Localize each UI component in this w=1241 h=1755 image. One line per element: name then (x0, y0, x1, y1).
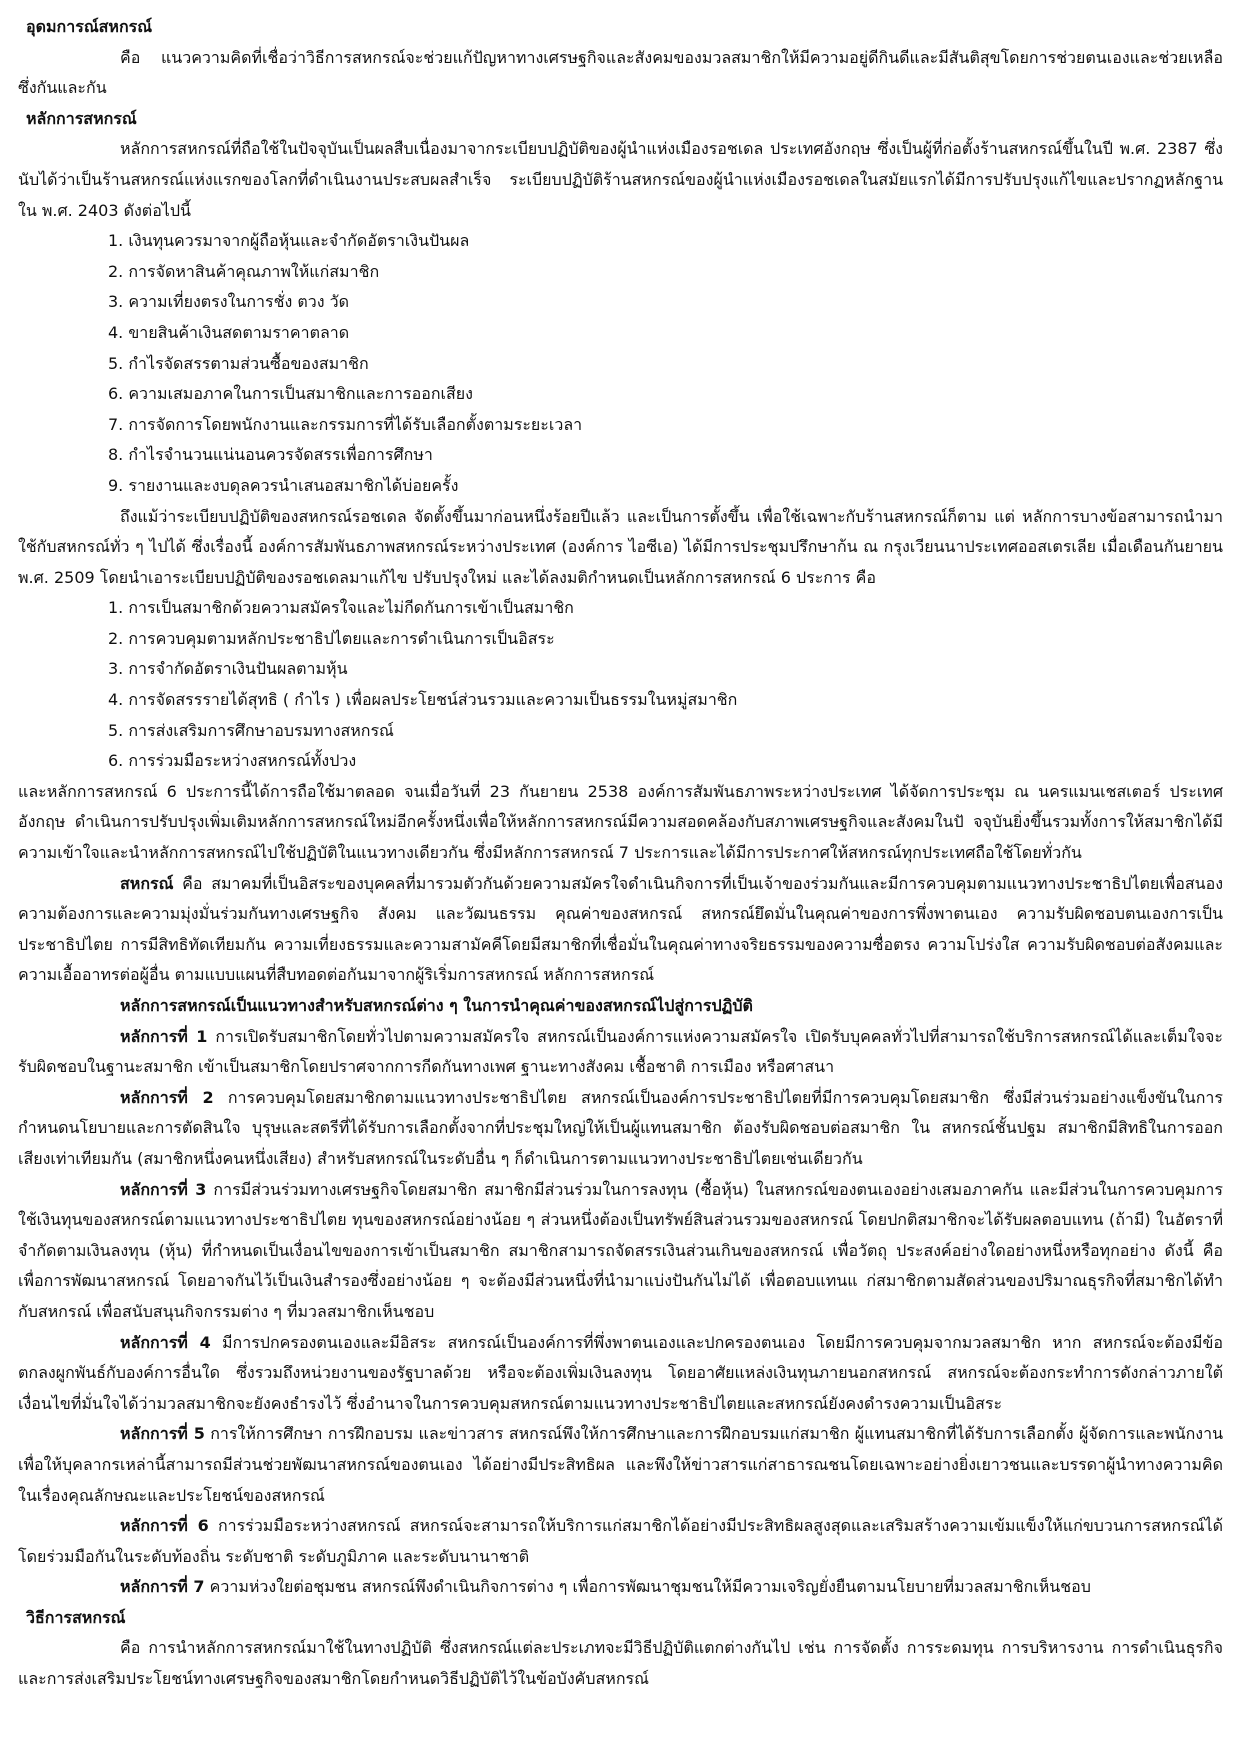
list-item: 8. กำไรจำนวนแน่นอนควรจัดสรรเพื่อการศึกษา (108, 445, 433, 465)
principle-paragraph-7 (18, 1572, 1223, 1603)
cooperative-definition-paragraph (18, 869, 1223, 991)
principle-text: การให้การศึกษา การฝึกอบรม และข่าวสาร สหกรณ์พึงให้การศึกษาและการฝึกอบรมแก่สมาชิก ผู้แทนสมาชิกที่ได้รับการเลือกตั้ง ผู้จัดการและพนักงาน เพื่อให้บุคลากรเหล่านี้สามารถมีส่วนช่วยพัฒนาสหกรณ์ของตนเอง ได้อย่างมีประสิทธิผล และพึงให้ข่าวสารแก่สาธารณชนโดยเฉพาะอย่างยิ่งเยาวชนและบรรดาผู้นำทางความคิด ในเรื่องคุณลักษณะและประโยชน์ของสหกรณ์ (18, 1424, 1224, 1505)
section-heading-ideology: อุดมการณ์สหกรณ์ (26, 17, 153, 36)
principles-intro-paragraph: หลักการสหกรณ์ที่ถือใช้ในปัจจุบันเป็นผลสืบเนื่องมาจากระเบียบปฏิบัติของผู้นำแห่งเมืองรอชเดล ประเทศอังกฤษ ซึ่งเป็นผู้ที่ก่อตั้งร้านสหกรณ์ขึ้นในปี พ.ศ. 2387 ซึ่งนับได้ว่าเป็นร้านสหกรณ์แห่งแรกของโลกที่ดำเนินงานประสบผลสำเร็จ ระเบียบปฏิบัติร้านสหกรณ์ของผู้นำแห่งเมืองรอชเดลในสมัยแรกได้มีการปรับปรุงแก้ไขและปรากฏหลักฐานใน พ.ศ. 2403 ดังต่อไปนี้ (18, 139, 1223, 220)
principle-paragraph-6 (18, 1511, 1223, 1572)
principle-label: หลักการที่ 3 (120, 1179, 207, 1199)
cooperative-term: สหกรณ์ (120, 873, 174, 893)
list-item: 2. การจัดหาสินค้าคุณภาพให้แก่สมาชิก (108, 261, 380, 281)
list-item: 6. ความเสมอภาคในการเป็นสมาชิกและการออกเสียง (108, 384, 473, 404)
section-heading-method: วิธีการสหกรณ์ (26, 1607, 126, 1627)
list-item: 3. การจำกัดอัตราเงินปันผลตามหุ้น (108, 659, 348, 679)
ica-1966-paragraph: ถึงแม้ว่าระเบียบปฏิบัติของสหกรณ์รอชเดล จัดตั้งขึ้นมาก่อนหนึ่งร้อยปีแล้ว และเป็นการตั้งขึ้น เพื่อใช้เฉพาะกับร้านสหกรณ์ก็ตาม แต่ หลักการบางข้อสามารถนำมาใช้กับสหกรณ์ทั่ว ๆ ไปได้ ซึ่งเรื่องนี้ องค์การสัมพันธภาพสหกรณ์ระหว่างประเทศ (องค์การ ไอซีเอ) ได้มีการประชุมปรึกษาก้น ณ กรุงเวียนนาประเทศออสเตรเลีย เมื่อเดือนกันยายน พ.ศ. 2509 โดยนำเอาระเบียบปฏิบัติของรอชเดลมาแก้ไข ปรับปรุงใหม่ และได้ลงมติกำหนดเป็นหลักการสหกรณ์ 6 ประการ คือ (18, 506, 1223, 587)
principle-text: การเปิดรับสมาชิกโดยทั่วไปตามความสมัครใจ สหกรณ์เป็นองค์การแห่งความสมัครใจ เปิดรับบุคคลทั่วไปที่สามารถใช้บริการสหกรณ์ได้และเต็มใจจะรับผิดชอบในฐานะสมาชิก เข้าเป็นสมาชิกโดยปราศจากการกีดกันทางเพศ ฐานะทางสังคม เชื้อชาติ การเมือง หรือศาสนา (18, 1026, 1223, 1077)
list-item: 7. การจัดการโดยพนักงานและกรรมการที่ได้รับเลือกตั้งตามระยะเวลา (108, 414, 583, 434)
principle-paragraph-2 (18, 1083, 1223, 1175)
principle-label: หลักการที่ 4 (120, 1332, 211, 1352)
document-page (18, 12, 1223, 1695)
principle-text: มีการปกครองตนเองและมีอิสระ สหกรณ์เป็นองค์การที่พึ่งพาตนเองและปกครองตนเอง โดยมีการควบคุมจากมวลสมาชิก หาก สหกรณ์จะต้องมีข้อตกลงผูกพันธ์กับองค์การอื่นใด ซึ่งรวมถึงหน่วยงานของรัฐบาลด้วย หรือจะต้องเพิ่มเงินลงทุน โดยอาศัยแหล่งเงินทุนภายนอกสหกรณ์ สหกรณ์จะต้องกระทำการดังกล่าวภายใต้เงื่อนไขที่มั่นใจได้ว่ามวลสมาชิกจะยังคงธำรงไว้ ซึ่งอำนาจในการควบคุมสหกรณ์ตามแนวทางประชาธิปไตยและสหกรณ์ยังคงดำรงความเป็นอิสระ (18, 1332, 1223, 1413)
principle-text: การมีส่วนร่วมทางเศรษฐกิจโดยสมาชิก สมาชิกมีส่วนร่วมในการลงทุน (ซื้อหุ้น) ในสหกรณ์ของตนเองอย่างเสมอภาคกัน และมีส่วนในการควบคุมการใช้เงินทุนของสหกรณ์ตามแนวทางประชาธิปไตย ทุนของสหกรณ์อย่างน้อย ๆ ส่วนหนึ่งต้องเป็นทรัพย์สินส่วนรวมของสหกรณ์ โดยปกติสมาชิกจะได้รับผลตอบแทน (ถ้ามี) ในอัตราที่จำกัดตามเงินลงทุน (หุ้น) ที่กำหนดเป็นเงื่อนไขของการเข้าเป็นสมาชิก สมาชิกสามารถจัดสรรเงินส่วนเกินของสหกรณ์ เพื่อวัตถุ ประสงค์อย่างใดอย่างหนึ่งหรือทุกอย่าง ดังนี้ คือ เพื่อการพัฒนาสหกรณ์ โดยอาจกันไว้เป็นเงินสำรองซึ่งอย่างน้อย ๆ จะต้องมีส่วนหนึ่งที่นำมาแบ่งปันกันไม่ได้ เพื่อตอบแทนแ ก่สมาชิกตามสัดส่วนของปริมาณธุรกิจที่สมาชิกได้ทำกับสหกรณ์ เพื่อสนับสนุนกิจกรรมต่าง ๆ ที่มวลสมาชิกเห็นชอบ (18, 1179, 1223, 1321)
list-item: 5. การส่งเสริมการศึกษาอบรมทางสหกรณ์ (108, 720, 394, 740)
principle-paragraph-5 (18, 1419, 1223, 1511)
list-item: 3. ความเที่ยงตรงในการชั่ง ตวง วัด (108, 292, 349, 312)
principle-label: หลักการที่ 1 (120, 1026, 208, 1046)
method-paragraph: คือ การนำหลักการสหกรณ์มาใช้ในทางปฏิบัติ ซึ่งสหกรณ์แต่ละประเภทจะมีวิธีปฏิบัติแตกต่างกันไป เช่น การจัดตั้ง การระดมทุน การบริหารงาน การดำเนินธุรกิจ และการส่งเสริมประโยชน์ทางเศรษฐกิจของสมาชิกโดยกำหนดวิธีปฏิบัติไว้ในข้อบังคับสหกรณ์ (18, 1638, 1223, 1689)
principle-label: หลักการที่ 7 (120, 1577, 205, 1597)
six-principles-list (18, 593, 1223, 777)
principle-paragraph-1 (18, 1022, 1223, 1083)
list-item: 2. การควบคุมตามหลักประชาธิปไตยและการดำเนินการเป็นอิสระ (108, 628, 555, 648)
list-item: 4. การจัดสรรรายได้สุทธิ ( กำไร ) เพื่อผลประโยชน์ส่วนรวมและความเป็นธรรมในหมู่สมาชิก (108, 690, 738, 710)
cooperative-definition-text: คือ สมาคมที่เป็นอิสระของบุคคลที่มารวมตัวกันด้วยความสมัครใจดำเนินกิจการที่เป็นเจ้าของร่วมกันและมีการควบคุมตามแนวทางประชาธิปไตยเพื่อสนองความต้องการและความมุ่งมั่นร่วมกันทางเศรษฐกิจ สังคม และวัฒนธรรม คุณค่าของสหกรณ์ สหกรณ์ยึดมั่นในคุณค่าของการพึ่งพาตนเอง ความรับผิดชอบตนเองการเป็นประชาธิปไตย การมีสิทธิทัดเทียมกัน ความเที่ยงธรรมและความสามัคคีโดยมีสมาชิกที่เชื่อมั่นในคุณค่าทางจริยธรรมของความซื่อตรง ความโปร่งใส ความรับผิดชอบต่อสังคมและความเอื้ออาทรต่อผู้อื่น ตามแบบแผนที่สืบทอดต่อกันมาจากผู้ริเริ่มการสหกรณ์ หลักการสหกรณ์ (18, 873, 1223, 985)
list-item: 6. การร่วมมือระหว่างสหกรณ์ทั้งปวง (108, 751, 357, 771)
principle-text: ความห่วงใยต่อชุมชน สหกรณ์พึงดำเนินกิจการต่าง ๆ เพื่อการพัฒนาชุมชนให้มีความเจริญยั่งยืนตามนโยบายที่มวลสมาชิกเห็นชอบ (204, 1577, 1091, 1597)
section-heading-principles: หลักการสหกรณ์ (26, 108, 137, 128)
principle-text: การร่วมมือระหว่างสหกรณ์ สหกรณ์จะสามารถให้บริการแก่สมาชิกได้อย่างมีประสิทธิผลสูงสุดและเสริมสร้างความเข้มแข็งให้แก่ขบวนการสหกรณ์ได้โดยร่วมมือกันในระดับท้องถิ่น ระดับชาติ ระดับภูมิภาค และระดับนานาชาติ (18, 1516, 1223, 1566)
list-item: 4. ขายสินค้าเงินสดตามราคาตลาด (108, 322, 350, 342)
principles-subheading-text: หลักการสหกรณ์เป็นแนวทางสำหรับสหกรณ์ต่าง ๆ ในการนำคุณค่าของสหกรณ์ไปสู่การปฏิบัติ (120, 996, 753, 1015)
list-item: 1. เงินทุนควรมาจากผู้ถือหุ้นและจำกัดอัตราเงินปันผล (108, 231, 470, 251)
principle-label: หลักการที่ 5 (120, 1424, 205, 1444)
rochdale-rules-list (18, 226, 1223, 501)
principle-paragraph-3 (18, 1175, 1223, 1328)
principles-subheading (18, 991, 1223, 1022)
ideology-paragraph: คือ แนวความคิดที่เชื่อว่าวิธีการสหกรณ์จะช่วยแก้ปัญหาทางเศรษฐกิจและสังคมของมวลสมาชิกให้มีความอยู่ดีกินดีและมีสันติสุขโดยการช่วยตนเองและช่วยเหลือซึ่งกันและกัน (18, 47, 1223, 98)
list-item: 9. รายงานและงบดุลควรนำเสนอสมาชิกได้บ่อยครั้ง (108, 475, 459, 495)
manchester-1995-paragraph: และหลักการสหกรณ์ 6 ประการนี้ได้การถือใช้มาตลอด จนเมื่อวันที่ 23 กันยายน 2538 องค์การสัมพันธภาพระหว่างประเทศ ได้จัดการประชุม ณ นครแมนเชสเตอร์ ประเทศอังกฤษ ดำเนินการปรับปรุงเพิ่มเติมหลักการสหกรณ์ใหม่อีกครั้งหนึ่งเพื่อให้หลักการสหกรณ์มีความสอดคล้องกับสภาพเศรษฐกิจและสังคมในปั จจุบันยิ่งขึ้นรวมทั้งการให้สมาชิกได้มีความเข้าใจและนำหลักการสหกรณ์ไปใช้ปฏิบัติในแนวทางเดียวกัน ซึ่งมีหลักการสหกรณ์ 7 ประการและได้มีการประกาศให้สหกรณ์ทุกประเทศถือใช้โดยทั่วกัน (18, 781, 1223, 863)
list-item: 5. กำไรจัดสรรตามส่วนซื้อของสมาชิก (108, 353, 369, 373)
list-item: 1. การเป็นสมาชิกด้วยความสมัครใจและไม่กีดกันการเข้าเป็นสมาชิก (108, 598, 574, 618)
principle-text: การควบคุมโดยสมาชิกตามแนวทางประชาธิปไตย สหกรณ์เป็นองค์การประชาธิปไตยที่มีการควบคุมโดยสมาชิก ซึ่งมีส่วนร่วมอย่างแข็งขันในการกำหนดนโยบายและการตัดสินใจ บุรุษและสตรีที่ได้รับการเลือกตั้งจากที่ประชุมใหญ่ให้เป็นผู้แทนสมาชิก ต้องรับผิดชอบต่อสมาชิก ใน สหกรณ์ชั้นปฐม สมาชิกมีสิทธิในการออกเสียงเท่าเทียมกัน (สมาชิกหนึ่งคนหนึ่งเสียง) สำหรับสหกรณ์ในระดับอื่น ๆ ก็ดำเนินการตามแนวทางประชาธิปไตยเช่นเดียวกัน (18, 1087, 1223, 1168)
principle-label: หลักการที่ 2 (120, 1087, 214, 1107)
principle-label: หลักการที่ 6 (120, 1516, 209, 1536)
principle-paragraph-4 (18, 1328, 1223, 1420)
